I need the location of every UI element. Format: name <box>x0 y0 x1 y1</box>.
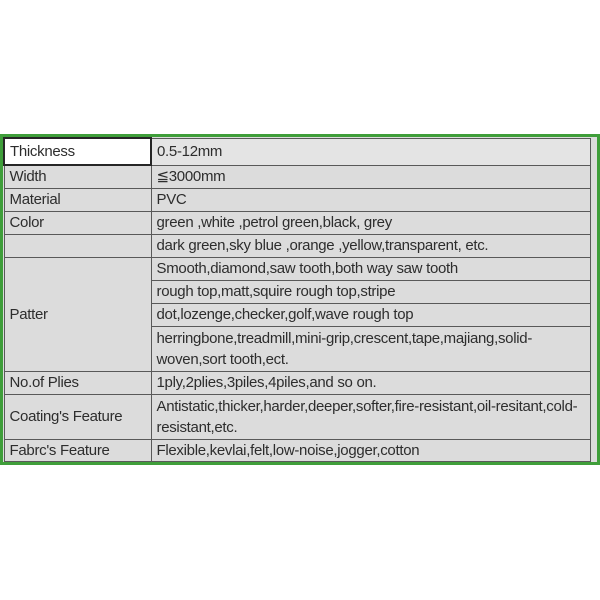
table-row <box>4 138 591 165</box>
spec-value-cell: dot,lozenge,checker,golf,wave rough top <box>151 303 591 326</box>
table-row <box>4 234 591 257</box>
table-row <box>4 394 591 439</box>
table-row <box>4 211 591 234</box>
spec-value-cell: herringbone,treadmill,mini-grip,crescent,tape,majiang,solid-woven,sort tooth,ect. <box>151 326 591 371</box>
spec-label-cell: Width <box>4 165 151 188</box>
spec-value-cell: rough top,matt,squire rough top,stripe <box>151 280 591 303</box>
spec-value-cell: 0.5-12mm <box>151 138 591 165</box>
spec-value-cell: Smooth,diamond,saw tooth,both way saw tooth <box>151 257 591 280</box>
table-row <box>4 439 591 461</box>
spec-table-frame <box>0 134 600 465</box>
active-cell: Thickness <box>4 138 151 165</box>
right-gutter <box>591 137 597 462</box>
spec-label-cell: Color <box>4 211 151 234</box>
spec-value-cell: dark green,sky blue ,orange ,yellow,transparent, etc. <box>151 234 591 257</box>
spec-label-cell: Fabrc's Feature <box>4 439 151 461</box>
spec-label-cell-empty <box>4 234 151 257</box>
spec-value-cell: Antistatic,thicker,harder,deeper,softer,fire-resistant,oil-resitant,cold-resistant,etc. <box>151 394 591 439</box>
spec-value-cell: green ,white ,petrol green,black, grey <box>151 211 591 234</box>
table-row <box>4 165 591 188</box>
table-row <box>4 188 591 211</box>
spec-value-cell: PVC <box>151 188 591 211</box>
spec-table <box>3 137 591 462</box>
spec-value-cell: 1ply,2plies,3piles,4piles,and so on. <box>151 371 591 394</box>
spec-label-cell: Coating's Feature <box>4 394 151 439</box>
spec-label-cell: No.of Plies <box>4 371 151 394</box>
spec-label-cell-patter: Patter <box>4 257 151 371</box>
spec-label-cell: Material <box>4 188 151 211</box>
table-row <box>4 257 591 280</box>
spec-value-cell: Flexible,kevlai,felt,low-noise,jogger,cotton <box>151 439 591 461</box>
spec-table-inner <box>3 137 597 462</box>
spec-value-cell: ≦3000mm <box>151 165 591 188</box>
table-row <box>4 371 591 394</box>
